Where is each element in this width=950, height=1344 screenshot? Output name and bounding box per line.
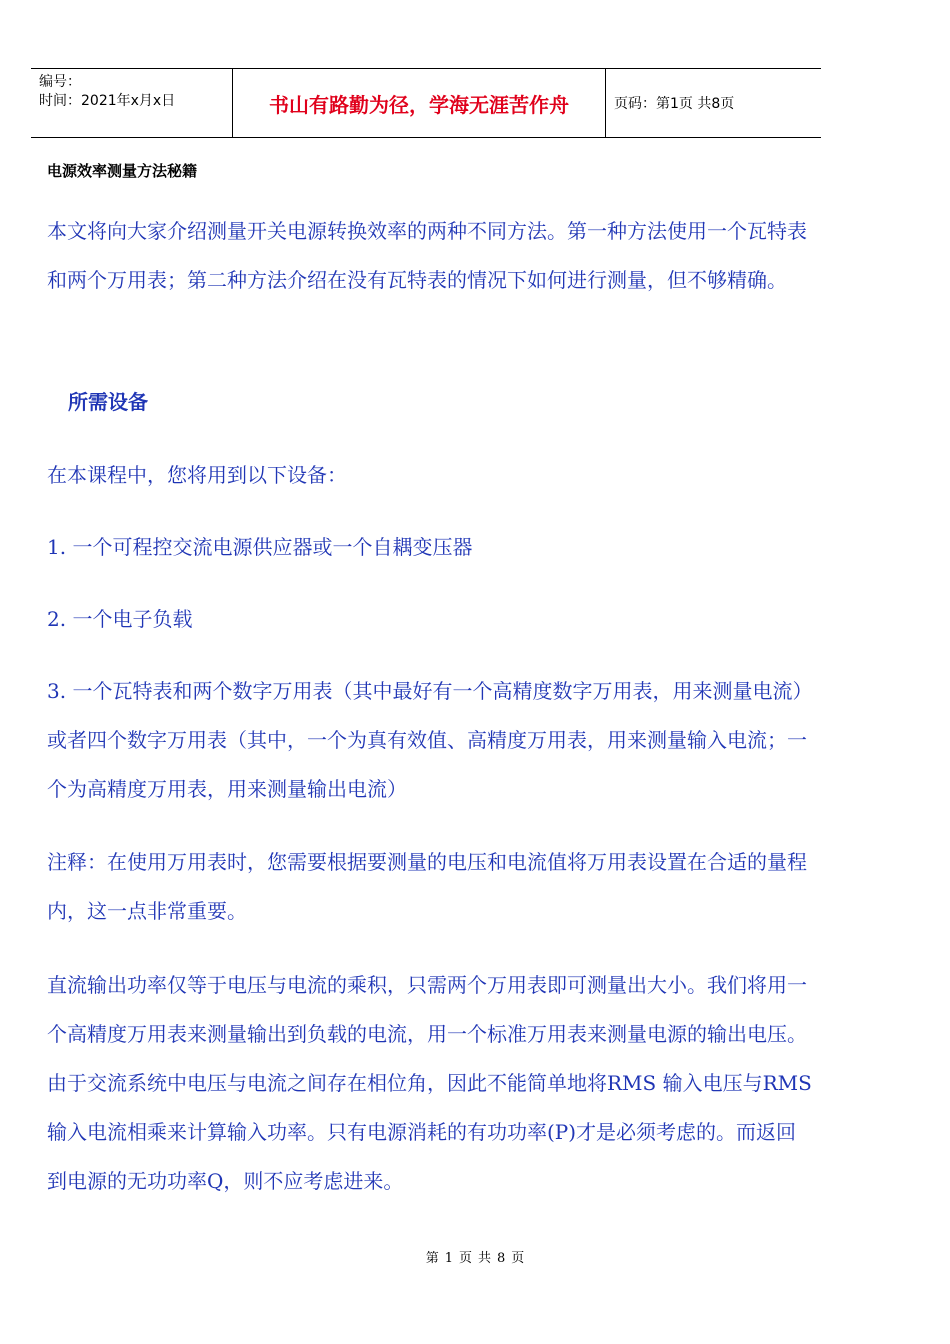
section-heading: 所需设备 (68, 390, 148, 414)
list-item: 3. 一个瓦特表和两个数字万用表（其中最好有一个高精度数字万用表，用来测量电流）或者四个数字万用表（其中，一个为真有效值、高精度万用表，用来测量输入电流；一个为高精度万用表，用来测量输出电流） (47, 679, 807, 801)
document-title: 电源效率测量方法秘籍 (47, 162, 198, 180)
number-label: 编号： (39, 74, 81, 90)
header-page-info: 页码：第1页 共8页 (614, 96, 735, 112)
time-label: 时间：2021年x月x日 (39, 93, 176, 109)
intro-paragraph: 本文将向大家介绍测量开关电源转换效率的两种不同方法。第一种方法使用一个瓦特表和两个万用表；第二种方法介绍在没有瓦特表的情况下如何进行测量，但不够精确。 (47, 219, 807, 292)
header-meta (39, 73, 229, 111)
list-item: 1. 一个可程控交流电源供应器或一个自耦变压器 (47, 535, 473, 559)
header-divider (605, 69, 606, 137)
header-table (31, 68, 821, 138)
page-footer: 第 1 页 共 8 页 (425, 1251, 525, 1266)
body-paragraph: 直流输出功率仅等于电压与电流的乘积，只需两个万用表即可测量出大小。我们将用一个高精度万用表来测量输出到负载的电流，用一个标准万用表来测量电源的输出电压。由于交流系统中电压与电流之间存在相位角，因此不能简单地将RMS 输入电压与RMS 输入电流相乘来计算输入功率。只有电源消耗的有功功率(P)才是必须考虑的。而返回到电源的无功功率Q，则不应考虑进来。 (47, 973, 812, 1193)
note-paragraph: 注释：在使用万用表时，您需要根据要测量的电压和电流值将万用表设置在合适的量程内，这一点非常重要。 (47, 850, 807, 923)
equipment-intro: 在本课程中，您将用到以下设备： (47, 463, 347, 487)
header-motto: 书山有路勤为径，学海无涯苦作舟 (269, 92, 569, 117)
list-item: 2. 一个电子负载 (47, 607, 193, 631)
